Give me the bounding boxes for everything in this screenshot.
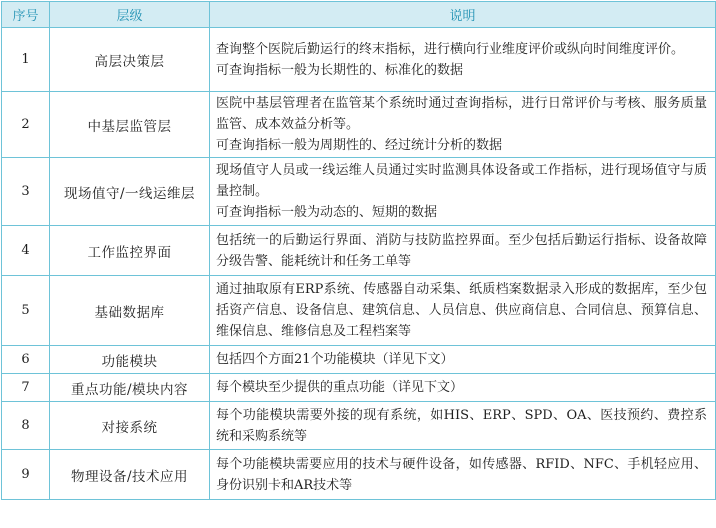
table-row — [2, 226, 716, 276]
row-description — [210, 158, 716, 226]
row-number: 4 — [2, 226, 50, 276]
description-line: 每个功能模块需要应用的技术与硬件设备，如传感器、RFID、NFC、手机轻应用、身份识别卡和AR技术等 — [216, 456, 707, 493]
header-row — [2, 2, 716, 28]
row-number: 6 — [2, 346, 50, 374]
table-row — [2, 450, 716, 500]
row-number: 5 — [2, 276, 50, 346]
description-line: 每个功能模块需要外接的现有系统，如HIS、ERP、SPD、OA、医技预约、费控系统和采购系统等 — [216, 407, 707, 444]
row-description — [210, 402, 716, 450]
table-row — [2, 92, 716, 158]
table-body — [2, 28, 716, 500]
description-line: 可查询指标一般为动态的、短期的数据 — [216, 205, 438, 220]
row-number: 9 — [2, 450, 50, 500]
table-row — [2, 28, 716, 92]
row-description — [210, 450, 716, 500]
row-level: 功能模块 — [50, 346, 210, 374]
row-level: 物理设备/技术应用 — [50, 450, 210, 500]
header-level: 层级 — [50, 2, 210, 28]
description-line: 包括统一的后勤运行界面、消防与技防监控界面。至少包括后勤运行指标、设备故障分级告警、能耗统计和任务工单等 — [216, 232, 707, 269]
row-number: 3 — [2, 158, 50, 226]
row-description — [210, 374, 716, 402]
row-number: 7 — [2, 374, 50, 402]
table-row — [2, 276, 716, 346]
row-level: 基础数据库 — [50, 276, 210, 346]
table-row — [2, 346, 716, 374]
header-description: 说明 — [210, 2, 716, 28]
row-description — [210, 226, 716, 276]
row-level: 高层决策层 — [50, 28, 210, 92]
row-description — [210, 276, 716, 346]
description-line: 包括四个方面21个功能模块（详见下文） — [216, 352, 454, 367]
row-description — [210, 92, 716, 158]
description-line: 通过抽取原有ERP系统、传感器自动采集、纸质档案数据录入形成的数据库，至少包括资产信息、设备信息、建筑信息、人员信息、供应商信息、合同信息、预算信息、维保信息、维修信息及工程档案等 — [216, 282, 707, 339]
description-line: 医院中基层管理者在监管某个系统时通过查询指标，进行日常评价与考核、服务质量监管、成本效益分析等。 — [216, 96, 707, 132]
row-level: 现场值守/一线运维层 — [50, 158, 210, 226]
table-row — [2, 402, 716, 450]
row-number: 1 — [2, 28, 50, 92]
header-index: 序号 — [2, 2, 50, 28]
table-row — [2, 158, 716, 226]
row-level: 重点功能/模块内容 — [50, 374, 210, 402]
row-number: 2 — [2, 92, 50, 158]
description-line: 现场值守人员或一线运维人员通过实时监测具体设备或工作指标，进行现场值守与质量控制。 — [216, 163, 707, 199]
description-line: 可查询指标一般为周期性的、经过统计分析的数据 — [216, 138, 503, 153]
row-number: 8 — [2, 402, 50, 450]
description-line: 每个模块至少提供的重点功能（详见下文） — [216, 380, 464, 395]
row-description — [210, 346, 716, 374]
description-line: 查询整个医院后勤运行的终末指标，进行横向行业维度评价或纵向时间维度评价。 — [216, 41, 685, 57]
row-level: 中基层监管层 — [50, 92, 210, 158]
table-row — [2, 374, 716, 402]
row-level: 对接系统 — [50, 402, 210, 450]
description-line: 可查询指标一般为长期性的、标准化的数据 — [216, 62, 464, 78]
row-level: 工作监控界面 — [50, 226, 210, 276]
row-description — [210, 28, 716, 92]
levels-table — [1, 1, 716, 500]
table-header — [2, 2, 716, 28]
